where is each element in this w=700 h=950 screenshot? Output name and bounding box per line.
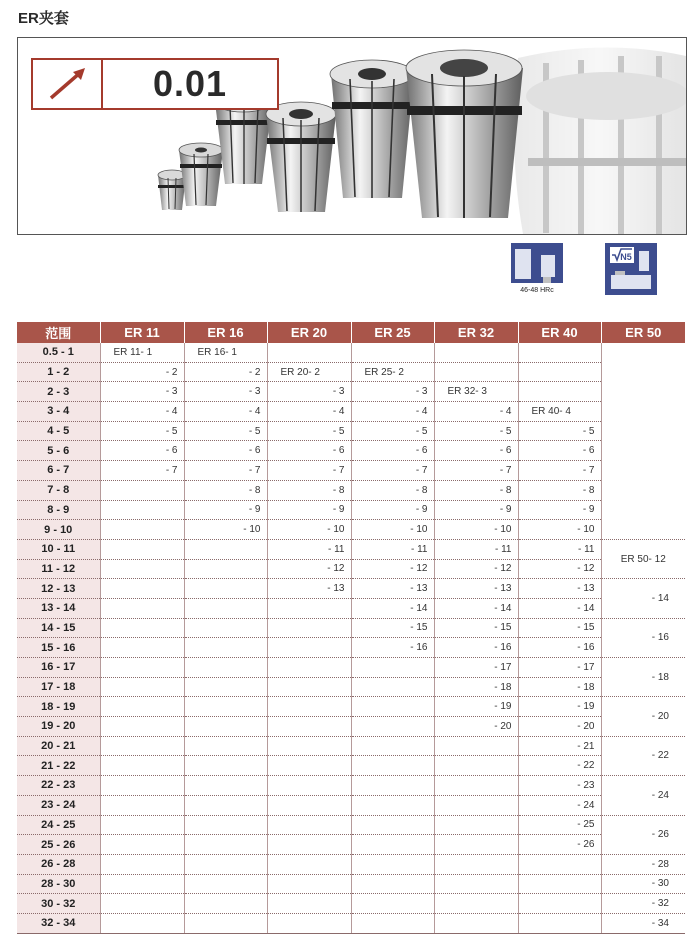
size-cell — [184, 894, 267, 914]
range-cell: 8 - 9 — [17, 500, 100, 520]
size-cell: - 17 — [434, 658, 518, 678]
size-cell: - 8 — [267, 480, 351, 500]
size-cell — [100, 638, 184, 658]
arrow-up-right-icon — [33, 60, 103, 108]
size-cell — [100, 520, 184, 540]
size-cell — [184, 756, 267, 776]
size-cell — [351, 677, 434, 697]
size-cell: - 2 — [100, 362, 184, 382]
size-cell — [100, 500, 184, 520]
size-cell — [184, 618, 267, 638]
size-cell — [267, 717, 351, 737]
hardness-icon — [511, 243, 563, 295]
size-cell: - 24 — [518, 795, 601, 815]
size-cell — [184, 539, 267, 559]
size-cell: - 23 — [518, 776, 601, 796]
size-cell — [184, 854, 267, 874]
size-cell — [267, 894, 351, 914]
range-cell: 5 - 6 — [17, 441, 100, 461]
size-cell: - 6 — [184, 441, 267, 461]
size-cell: - 4 — [184, 402, 267, 422]
size-cell: - 13 — [518, 579, 601, 599]
range-cell: 22 - 23 — [17, 776, 100, 796]
size-cell — [184, 736, 267, 756]
range-cell: 12 - 13 — [17, 579, 100, 599]
size-cell: ER 16- 1 — [184, 343, 267, 362]
size-cell — [267, 658, 351, 678]
size-cell — [351, 874, 434, 894]
table-row — [17, 539, 685, 559]
range-cell: 17 - 18 — [17, 677, 100, 697]
size-cell: - 25 — [518, 815, 601, 835]
size-cell — [267, 756, 351, 776]
size-cell: - 7 — [100, 461, 184, 481]
range-cell: 6 - 7 — [17, 461, 100, 481]
size-cell — [267, 854, 351, 874]
table-row — [17, 717, 685, 737]
size-cell — [518, 913, 601, 933]
er50-size-cell — [601, 343, 685, 539]
size-cell: - 13 — [267, 579, 351, 599]
size-cell: - 10 — [434, 520, 518, 540]
size-cell: - 20 — [434, 717, 518, 737]
size-cell: - 14 — [351, 598, 434, 618]
size-cell — [184, 677, 267, 697]
size-cell: - 3 — [100, 382, 184, 402]
table-row — [17, 835, 685, 855]
size-cell: - 6 — [100, 441, 184, 461]
size-cell — [267, 618, 351, 638]
size-cell — [100, 894, 184, 914]
size-cell: - 9 — [518, 500, 601, 520]
size-cell — [351, 913, 434, 933]
size-cell — [184, 835, 267, 855]
size-cell: - 20 — [518, 717, 601, 737]
table-row — [17, 815, 685, 835]
table-row — [17, 854, 685, 874]
size-cell — [434, 854, 518, 874]
table-row — [17, 638, 685, 658]
size-cell: - 13 — [434, 579, 518, 599]
size-cell: - 7 — [518, 461, 601, 481]
er50-size-cell: - 16 — [601, 618, 685, 657]
size-cell — [351, 717, 434, 737]
size-cell: - 5 — [351, 421, 434, 441]
size-cell — [434, 736, 518, 756]
size-cell — [100, 756, 184, 776]
size-cell: - 9 — [434, 500, 518, 520]
table-row — [17, 343, 685, 362]
size-cell: - 6 — [434, 441, 518, 461]
size-cell: - 8 — [351, 480, 434, 500]
size-cell — [100, 539, 184, 559]
er50-size-cell: - 34 — [601, 913, 685, 933]
size-cell: - 4 — [434, 402, 518, 422]
size-cell — [434, 835, 518, 855]
range-cell: 10 - 11 — [17, 539, 100, 559]
size-cell — [518, 362, 601, 382]
size-cell: - 5 — [434, 421, 518, 441]
range-cell: 30 - 32 — [17, 894, 100, 914]
precision-badge — [31, 58, 279, 110]
size-cell — [267, 795, 351, 815]
size-cell: - 15 — [434, 618, 518, 638]
size-cell: ER 25- 2 — [351, 362, 434, 382]
collet-er32-icon — [330, 60, 414, 198]
size-cell: - 7 — [351, 461, 434, 481]
size-cell: - 16 — [518, 638, 601, 658]
finish-label: N5 — [620, 252, 632, 262]
size-cell — [184, 598, 267, 618]
size-cell: - 18 — [518, 677, 601, 697]
size-cell — [100, 776, 184, 796]
table-row — [17, 736, 685, 756]
page-title: ER夹套 — [18, 10, 69, 27]
size-cell — [267, 598, 351, 618]
size-cell: - 10 — [184, 520, 267, 540]
size-cell — [351, 756, 434, 776]
size-cell — [518, 854, 601, 874]
size-cell — [267, 835, 351, 855]
table-row — [17, 559, 685, 579]
table-row — [17, 500, 685, 520]
range-cell: 11 - 12 — [17, 559, 100, 579]
size-cell — [100, 835, 184, 855]
header-er11: ER 11 — [100, 322, 184, 343]
size-cell — [184, 717, 267, 737]
size-cell — [518, 894, 601, 914]
size-cell — [184, 795, 267, 815]
size-cell — [518, 343, 601, 362]
range-cell: 16 - 17 — [17, 658, 100, 678]
size-cell: ER 11- 1 — [100, 343, 184, 362]
size-cell: - 8 — [184, 480, 267, 500]
size-cell — [100, 480, 184, 500]
size-cell — [184, 874, 267, 894]
size-cell — [184, 815, 267, 835]
size-cell — [351, 815, 434, 835]
table-row — [17, 579, 685, 599]
size-cell — [267, 638, 351, 658]
range-cell: 15 - 16 — [17, 638, 100, 658]
size-cell: - 15 — [351, 618, 434, 638]
size-cell: - 6 — [267, 441, 351, 461]
table-row — [17, 697, 685, 717]
size-cell: - 12 — [434, 559, 518, 579]
range-cell: 32 - 34 — [17, 913, 100, 933]
size-cell — [351, 835, 434, 855]
range-cell: 14 - 15 — [17, 618, 100, 638]
range-cell: 0.5 - 1 — [17, 343, 100, 362]
size-cell — [100, 579, 184, 599]
size-cell: - 14 — [518, 598, 601, 618]
size-cell — [434, 756, 518, 776]
header-er40: ER 40 — [518, 322, 601, 343]
surface-finish-icon — [605, 243, 657, 295]
size-cell: - 7 — [267, 461, 351, 481]
header-er20: ER 20 — [267, 322, 351, 343]
size-cell: - 16 — [351, 638, 434, 658]
range-cell: 18 - 19 — [17, 697, 100, 717]
table-row — [17, 756, 685, 776]
size-cell: - 3 — [184, 382, 267, 402]
table-row — [17, 894, 685, 914]
size-cell: - 7 — [184, 461, 267, 481]
size-cell: - 5 — [518, 421, 601, 441]
size-cell: - 5 — [184, 421, 267, 441]
range-cell: 23 - 24 — [17, 795, 100, 815]
table-row — [17, 382, 685, 402]
size-cell — [100, 618, 184, 638]
size-cell — [351, 795, 434, 815]
range-cell: 25 - 26 — [17, 835, 100, 855]
size-cell — [351, 343, 434, 362]
er50-size-cell: - 22 — [601, 736, 685, 775]
size-cell: - 12 — [267, 559, 351, 579]
size-cell: - 5 — [100, 421, 184, 441]
size-cell — [100, 677, 184, 697]
header-er25: ER 25 — [351, 322, 434, 343]
size-cell — [267, 913, 351, 933]
size-cell — [518, 382, 601, 402]
table-row — [17, 362, 685, 382]
size-cell: - 11 — [351, 539, 434, 559]
size-cell — [434, 894, 518, 914]
product-hero-image — [17, 37, 687, 235]
size-cell — [100, 658, 184, 678]
er50-size-cell: - 26 — [601, 815, 685, 854]
size-cell — [100, 598, 184, 618]
size-cell: - 12 — [518, 559, 601, 579]
table-row — [17, 618, 685, 638]
table-row — [17, 441, 685, 461]
size-cell — [184, 913, 267, 933]
size-cell — [100, 913, 184, 933]
size-cell: - 9 — [351, 500, 434, 520]
size-cell: ER 20- 2 — [267, 362, 351, 382]
table-row — [17, 677, 685, 697]
size-cell: - 11 — [434, 539, 518, 559]
size-cell — [434, 913, 518, 933]
size-cell: - 10 — [351, 520, 434, 540]
size-cell — [267, 343, 351, 362]
size-cell: - 15 — [518, 618, 601, 638]
range-cell: 21 - 22 — [17, 756, 100, 776]
size-cell — [267, 677, 351, 697]
size-cell — [100, 736, 184, 756]
size-cell: - 19 — [518, 697, 601, 717]
size-cell: - 22 — [518, 756, 601, 776]
table-row — [17, 480, 685, 500]
er50-size-cell: - 18 — [601, 658, 685, 697]
size-cell: - 6 — [351, 441, 434, 461]
size-cell: - 26 — [518, 835, 601, 855]
size-cell: - 3 — [267, 382, 351, 402]
size-cell: - 19 — [434, 697, 518, 717]
size-cell: - 9 — [184, 500, 267, 520]
size-cell: - 12 — [351, 559, 434, 579]
hardness-label: 46-48 HRc — [520, 287, 554, 294]
header-er50: ER 50 — [601, 322, 685, 343]
size-cell — [267, 736, 351, 756]
precision-value: 0.01 — [152, 63, 228, 104]
range-cell: 9 - 10 — [17, 520, 100, 540]
table-row — [17, 658, 685, 678]
range-cell: 19 - 20 — [17, 717, 100, 737]
size-cell: - 9 — [267, 500, 351, 520]
size-cell — [434, 815, 518, 835]
size-cell — [351, 894, 434, 914]
table-row — [17, 795, 685, 815]
collet-size-table — [17, 322, 685, 934]
size-cell: - 4 — [267, 402, 351, 422]
collet-er16-icon — [179, 143, 223, 206]
size-cell — [351, 736, 434, 756]
range-cell: 13 - 14 — [17, 598, 100, 618]
table-row — [17, 461, 685, 481]
range-cell: 2 - 3 — [17, 382, 100, 402]
range-cell: 24 - 25 — [17, 815, 100, 835]
table-row — [17, 520, 685, 540]
size-cell: - 5 — [267, 421, 351, 441]
size-cell — [100, 854, 184, 874]
size-cell — [100, 717, 184, 737]
er50-size-cell: - 28 — [601, 854, 685, 874]
range-cell: 20 - 21 — [17, 736, 100, 756]
size-cell — [184, 658, 267, 678]
size-cell — [267, 815, 351, 835]
size-cell — [184, 559, 267, 579]
size-cell — [184, 579, 267, 599]
size-cell: - 10 — [518, 520, 601, 540]
size-cell: - 18 — [434, 677, 518, 697]
size-cell — [184, 697, 267, 717]
size-cell: - 17 — [518, 658, 601, 678]
size-cell — [351, 658, 434, 678]
range-cell: 7 - 8 — [17, 480, 100, 500]
table-row — [17, 776, 685, 796]
collet-er40-icon — [406, 50, 523, 218]
header-er32: ER 32 — [434, 322, 518, 343]
table-row — [17, 421, 685, 441]
range-cell: 28 - 30 — [17, 874, 100, 894]
size-cell: - 21 — [518, 736, 601, 756]
size-cell: - 4 — [351, 402, 434, 422]
range-cell: 1 - 2 — [17, 362, 100, 382]
size-cell: - 14 — [434, 598, 518, 618]
range-cell: 26 - 28 — [17, 854, 100, 874]
er50-size-cell: ER 50- 12 — [601, 539, 685, 578]
size-cell: - 8 — [518, 480, 601, 500]
size-cell — [184, 776, 267, 796]
size-cell: ER 32- 3 — [434, 382, 518, 402]
range-cell: 4 - 5 — [17, 421, 100, 441]
size-cell: - 6 — [518, 441, 601, 461]
size-cell: - 11 — [267, 539, 351, 559]
er50-size-cell: - 32 — [601, 894, 685, 914]
table-row — [17, 913, 685, 933]
size-cell — [351, 776, 434, 796]
size-cell — [518, 874, 601, 894]
size-cell — [434, 874, 518, 894]
size-cell: - 11 — [518, 539, 601, 559]
size-cell: - 8 — [434, 480, 518, 500]
table-row — [17, 598, 685, 618]
size-cell: - 4 — [100, 402, 184, 422]
table-row — [17, 402, 685, 422]
size-cell: - 2 — [184, 362, 267, 382]
size-cell — [351, 854, 434, 874]
size-cell — [267, 697, 351, 717]
header-er16: ER 16 — [184, 322, 267, 343]
size-cell — [434, 343, 518, 362]
size-cell — [267, 776, 351, 796]
size-cell: - 10 — [267, 520, 351, 540]
er50-size-cell: - 14 — [601, 579, 685, 618]
collet-er11-icon — [158, 170, 186, 210]
size-cell — [184, 638, 267, 658]
size-cell: ER 40- 4 — [518, 402, 601, 422]
er50-size-cell: - 24 — [601, 776, 685, 815]
table-row — [17, 874, 685, 894]
size-cell: - 16 — [434, 638, 518, 658]
size-cell: - 7 — [434, 461, 518, 481]
er50-size-cell: - 20 — [601, 697, 685, 736]
size-cell — [267, 874, 351, 894]
collet-er25-icon — [266, 102, 336, 212]
size-cell — [100, 559, 184, 579]
size-cell — [100, 697, 184, 717]
size-cell — [434, 795, 518, 815]
range-cell: 3 - 4 — [17, 402, 100, 422]
size-cell — [434, 362, 518, 382]
size-cell — [100, 874, 184, 894]
size-cell — [434, 776, 518, 796]
size-cell: - 3 — [351, 382, 434, 402]
header-range: 范围 — [17, 322, 100, 343]
er50-size-cell: - 30 — [601, 874, 685, 894]
size-cell — [100, 815, 184, 835]
size-cell — [100, 795, 184, 815]
size-cell: - 13 — [351, 579, 434, 599]
size-cell — [351, 697, 434, 717]
